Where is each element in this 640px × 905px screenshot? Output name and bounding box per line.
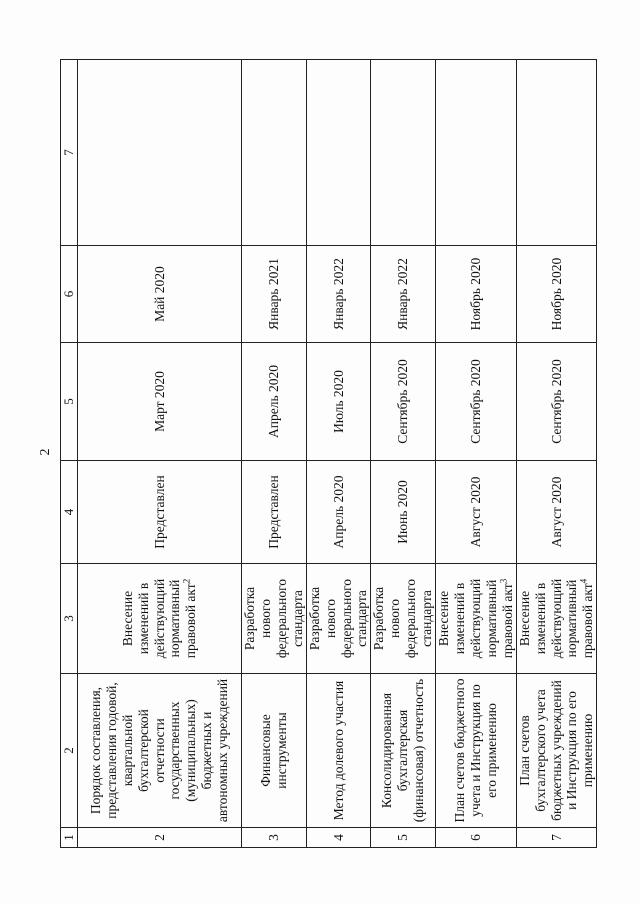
action-type bbox=[371, 564, 436, 674]
table-row bbox=[242, 60, 307, 848]
date-cell: Ноябрь 2020 bbox=[516, 246, 597, 343]
status-or-date: Август 2020 bbox=[436, 461, 517, 564]
table-row bbox=[516, 60, 597, 848]
column-number: 4 bbox=[61, 461, 78, 564]
empty-cell bbox=[371, 60, 436, 246]
footnote-marker: 2 bbox=[181, 578, 192, 584]
document-name: Финансовые инструменты bbox=[242, 674, 307, 828]
table-body bbox=[61, 60, 597, 848]
status-or-date: Июнь 2020 bbox=[371, 461, 436, 564]
page-number: 2 bbox=[38, 448, 53, 456]
column-number: 1 bbox=[61, 828, 78, 848]
table-row bbox=[306, 60, 371, 848]
action-type bbox=[436, 564, 517, 674]
date-cell: Январь 2022 bbox=[306, 246, 371, 343]
date-cell: Июль 2020 bbox=[306, 343, 371, 461]
action-type bbox=[242, 564, 307, 674]
column-number: 5 bbox=[61, 343, 78, 461]
status-or-date: Представлен bbox=[242, 461, 307, 564]
empty-cell bbox=[306, 60, 371, 246]
action-text: Внесение изменений в действующий нормативный правовой акт bbox=[516, 578, 596, 659]
action-type bbox=[516, 564, 597, 674]
column-number: 6 bbox=[61, 246, 78, 343]
date-cell: Май 2020 bbox=[78, 246, 242, 343]
status-or-date: Представлен bbox=[78, 461, 242, 564]
date-cell: Январь 2022 bbox=[371, 246, 436, 343]
document-name: План счетов бухгалтерского учета бюджетных учреждений и Инструкция по его применению bbox=[516, 674, 597, 828]
empty-cell bbox=[516, 60, 597, 246]
column-number: 2 bbox=[61, 674, 78, 828]
date-cell: Сентябрь 2020 bbox=[436, 343, 517, 461]
row-number: 4 bbox=[306, 828, 371, 848]
rotated-table-wrapper bbox=[60, 60, 596, 848]
status-or-date: Апрель 2020 bbox=[306, 461, 371, 564]
document-name: Порядок составления, представления годовой, квартальной бухгалтерской отчетности государственных (муниципальных) бюджетных и автономных учреждений bbox=[78, 674, 242, 828]
row-number: 2 bbox=[78, 828, 242, 848]
plan-table bbox=[60, 59, 597, 848]
row-number: 7 bbox=[516, 828, 597, 848]
table-row bbox=[371, 60, 436, 848]
action-text: Разработка нового федерального стандарта bbox=[306, 578, 370, 659]
header-row bbox=[61, 60, 78, 848]
action-text: Разработка нового федерального стандарта bbox=[242, 578, 305, 659]
date-cell: Январь 2021 bbox=[242, 246, 307, 343]
action-type bbox=[306, 564, 371, 674]
row-number: 5 bbox=[371, 828, 436, 848]
date-cell: Сентябрь 2020 bbox=[516, 343, 597, 461]
footnote-marker: 3 bbox=[498, 578, 509, 584]
row-number: 3 bbox=[242, 828, 307, 848]
footnote-marker: 4 bbox=[578, 578, 589, 584]
row-number: 6 bbox=[436, 828, 517, 848]
document-name: Консолидированная бухгалтерская (финансовая) отчетность bbox=[371, 674, 436, 828]
date-cell: Март 2020 bbox=[78, 343, 242, 461]
action-text: Внесение изменений в действующий нормативный правовой акт bbox=[119, 578, 199, 659]
action-type bbox=[78, 564, 242, 674]
document-name: Метод долевого участия bbox=[306, 674, 371, 828]
empty-cell bbox=[242, 60, 307, 246]
action-text: Внесение изменений в действующий нормативный правовой акт bbox=[436, 578, 515, 659]
table-row bbox=[78, 60, 242, 848]
document-name: План счетов бюджетного учета и Инструкция по его применению bbox=[436, 674, 517, 828]
date-cell: Апрель 2020 bbox=[242, 343, 307, 461]
empty-cell bbox=[78, 60, 242, 246]
date-cell: Ноябрь 2020 bbox=[436, 246, 517, 343]
status-or-date: Август 2020 bbox=[516, 461, 597, 564]
table-row bbox=[436, 60, 517, 848]
empty-cell bbox=[436, 60, 517, 246]
date-cell: Сентябрь 2020 bbox=[371, 343, 436, 461]
column-number: 3 bbox=[61, 564, 78, 674]
column-number: 7 bbox=[61, 60, 78, 246]
action-text: Разработка нового федерального стандарта bbox=[371, 578, 435, 659]
